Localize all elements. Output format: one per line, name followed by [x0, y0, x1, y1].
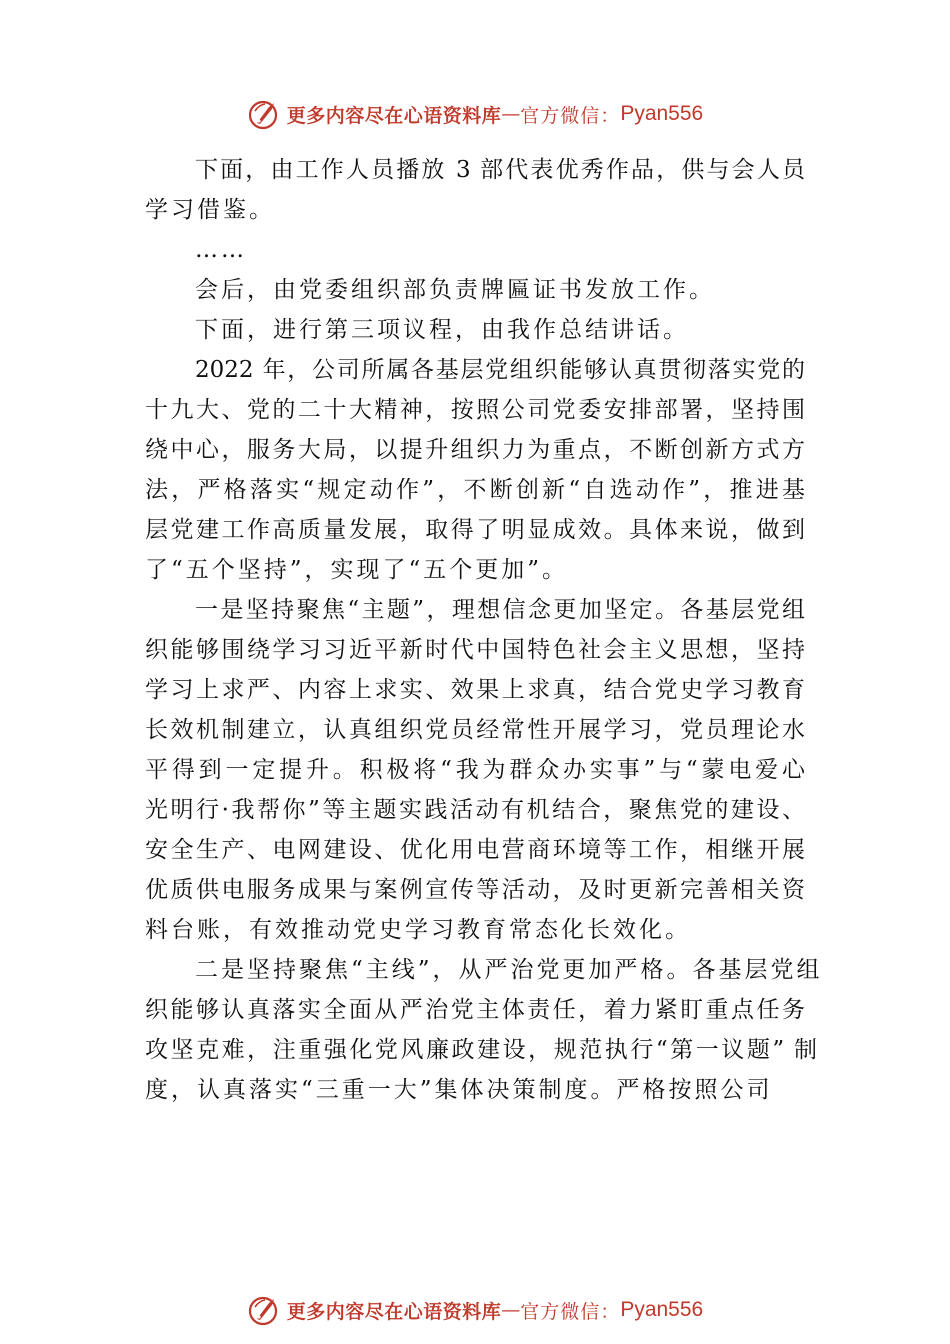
text-line: …… [195, 237, 247, 263]
text-line: 长效机制建立，认真组织党员经常性开展学习，党员理论水 [145, 717, 805, 743]
watermark-wechat-label: 官方微信： [520, 1300, 621, 1323]
text-line: 度，认真落实“三重一大”集体决策制度。严格按照公司 [145, 1077, 773, 1103]
text-line: 织能够认真落实全面从严治党主体责任，着力紧盯重点任务 [145, 997, 805, 1023]
text-line: 了“五个坚持”，实现了“五个更加”。 [145, 557, 569, 583]
text-line: 优质供电服务成果与案例宣传等活动，及时更新完善相关资 [145, 877, 805, 903]
text-line: 一是坚持聚焦“主题”，理想信念更加坚定。各基层党组 [195, 597, 805, 623]
text-line: 学习借鉴。 [145, 197, 275, 223]
text-line: 二是坚持聚焦“主线”，从严治党更加严格。各基层党组 [195, 957, 823, 983]
text-line: 绕中心，服务大局，以提升组织力为重点，不断创新方式方 [145, 437, 805, 463]
text-line: 攻坚克难，注重强化党风廉政建设，规范执行“第一议题” 制 [145, 1037, 817, 1063]
text-line: 层党建工作高质量发展，取得了明显成效。具体来说，做到 [145, 517, 805, 543]
text-line: 下面，进行第三项议程，由我作总结讲话。 [195, 317, 689, 343]
watermark-separator: — [501, 103, 521, 125]
text-line: 法，严格落实“规定动作”，不断创新“自选动作”，推进基 [145, 477, 805, 503]
text-line: 十九大、党的二十大精神，按照公司党委安排部署，坚持围 [145, 397, 805, 423]
text-line: 织能够围绕学习习近平新时代中国特色社会主义思想，坚持 [145, 637, 805, 663]
text-line: 会后，由党委组织部负责牌匾证书发放工作。 [195, 277, 715, 303]
watermark-wechat-label: 官方微信： [520, 104, 621, 127]
watermark-wechat-id: Pyan556 [620, 102, 704, 125]
watermark-wechat-id: Pyan556 [620, 1298, 704, 1321]
watermark-separator: — [501, 1299, 521, 1321]
text-line: 2022 年，公司所属各基层党组织能够认真贯彻落实党的 [195, 357, 805, 383]
text-line: 学习上求严、内容上求实、效果上求真，结合党史学习教育 [145, 677, 805, 703]
watermark-title: 更多内容尽在心语资料库 [286, 104, 502, 127]
pen-nib-logo-icon [247, 97, 281, 131]
watermark-title: 更多内容尽在心语资料库 [286, 1300, 502, 1323]
watermark-banner-top [0, 94, 950, 134]
text-line: 下面，由工作人员播放 3 部代表优秀作品，供与会人员 [195, 157, 805, 183]
watermark-banner-bottom [0, 1290, 950, 1330]
document-body [145, 150, 823, 1110]
text-line: 光明行·我帮你”等主题实践活动有机结合，聚焦党的建设、 [145, 797, 805, 823]
text-line: 平得到一定提升。积极将“我为群众办实事”与“蒙电爱心 [145, 757, 805, 783]
text-line: 料台账，有效推动党史学习教育常态化长效化。 [145, 917, 691, 943]
pen-nib-logo-icon [247, 1293, 281, 1327]
text-line: 安全生产、电网建设、优化用电营商环境等工作，相继开展 [145, 837, 805, 863]
